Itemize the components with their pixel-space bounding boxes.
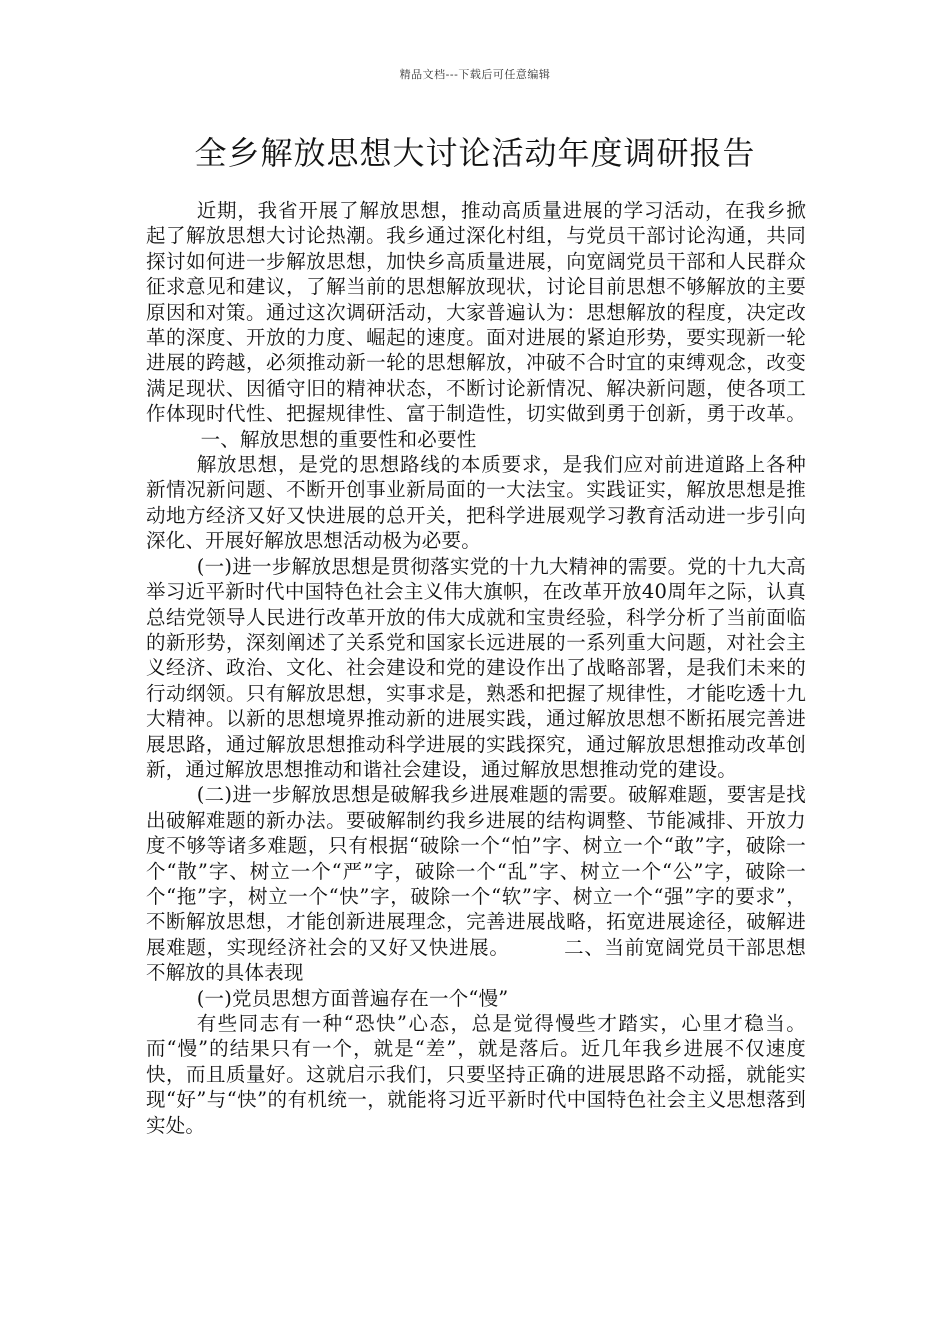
header-note: 精品文档---下载后可任意编辑 xyxy=(399,68,551,81)
paragraph-3: (一)进一步解放思想是贯彻落实党的十九大精神的需要。党的十九大高举习近平新时代中国特色社会主义伟大旗帜，在改革开放40周年之际，认真总结党领导人民进行改革开放的伟大成就和宝贵经验，科学分析了当前面临的新形势，深刻阐述了关系党和国家长远进展的一系列重大问题，对社会主义经济、政治、文化、社会建设和党的建设作出了战略部署，是我们未来的行动纲领。只有解放思想，实事求是，熟悉和把握了规律性，才能吃透十九大精神。以新的思想境界推动新的进展实践，通过解放思想不断拓展完善进展思路，通过解放思想推动科学进展的实践探究，通过解放思想推动改革创新，通过解放思想推动和谐社会建设，通过解放思想推动党的建设。 xyxy=(146,554,806,781)
subsection-heading-1: (一)党员思想方面普遍存在一个“慢” xyxy=(196,986,509,1010)
section-heading-1: 一、解放思想的重要性和必要性 xyxy=(200,427,477,451)
section-heading-2: 二、当前宽阔党员干部思想不解放的具体表现 xyxy=(146,935,806,985)
paragraph-intro xyxy=(146,198,806,452)
document-title: 全乡解放思想大讨论活动年度调研报告 xyxy=(194,134,756,172)
paragraph-2: 解放思想，是党的思想路线的本质要求，是我们应对前进道路上各种新情况新问题、不断开创事业新局面的一大法宝。实践证实，解放思想是推动地方经济又好又快进展的总开关，把科学进展观学习教育活动进一步引向深化、开展好解放思想活动极为必要。 xyxy=(146,453,806,553)
paragraph-6: 有些同志有一种“恐快”心态，总是觉得慢些才踏实，心里才稳当。而“慢”的结果只有一个，就是“差”，就是落后。近几年我乡进展不仅速度快，而且质量好。这就启示我们，只要坚持正确的进展思路不动摇，就能实现“好”与“快”的有机统一，就能将习近平新时代中国特色社会主义思想落到实处。 xyxy=(146,1012,806,1137)
paragraph-4-text: (二)进一步解放思想是破解我乡进展难题的需要。破解难题，要害是找出破解难题的新办法。要破解制约我乡进展的结构调整、节能减排、开放力度不够等诸多难题，只有根据“破除一个“怕”字、树立一个“敢”字，破除一个“散”字、树立一个“严”字，破除一个“乱”字、树立一个“公”字，破除一个“拖”字，树立一个“快”字，破除一个“软”字、树立一个“强”字的要求”，不断解放思想，才能创新进展理念，完善进展战略，拓宽进展途径，破解进展难题，实现经济社会的又好又快进展。 xyxy=(146,783,806,959)
paragraph-4 xyxy=(146,782,806,985)
document-body xyxy=(146,198,806,1138)
paragraph-intro-text: 近期，我省开展了解放思想，推动高质量进展的学习活动，在我乡掀起了解放思想大讨论热潮。我乡通过深化村组，与党员干部讨论沟通，共同探讨如何进一步解放思想，加快乡高质量进展，向宽阔党员干部和人民群众征求意见和建议，了解当前的思想解放现状，讨论目前思想不够解放的主要原因和对策。通过这次调研活动，大家普遍认为：思想解放的程度，决定改革的深度、开放的力度、崛起的速度。面对进展的紧迫形势，要实现新一轮进展的跨越，必须推动新一轮的思想解放，冲破不合时宜的束缚观念，改变满足现状、因循守旧的精神状态，不断讨论新情况、解决新问题，使各项工作体现时代性、把握规律性、富于制造性，切实做到勇于创新，勇于改革。 xyxy=(146,199,806,426)
